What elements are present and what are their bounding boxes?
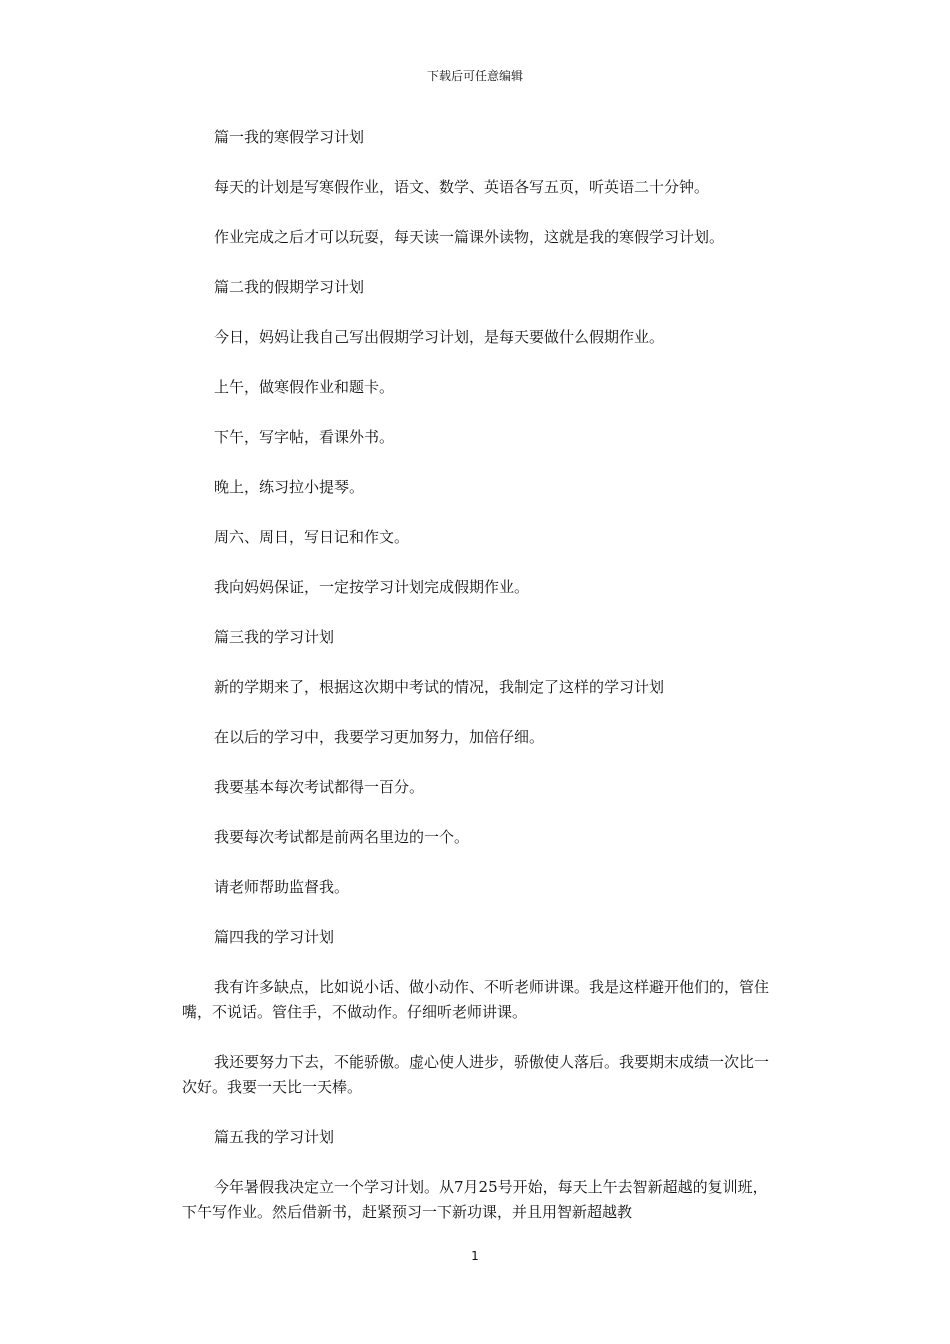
- page-header: 下载后可任意编辑: [426, 69, 523, 83]
- paragraph: 上午，做寒假作业和题卡。: [214, 378, 395, 396]
- paragraph: 今日，妈妈让我自己写出假期学习计划，是每天要做什么假期作业。: [214, 328, 665, 346]
- paragraph: 在以后的学习中，我要学习更加努力，加倍仔细。: [214, 728, 545, 746]
- paragraph: 下午，写字帖，看课外书。: [214, 428, 395, 446]
- paragraph: 我有许多缺点，比如说小话、做小动作、不听老师讲课。我是这样避开他们的，管住嘴，不说话。管住手，不做动作。仔细听老师讲课。: [182, 978, 770, 1021]
- section-heading-4: 篇四我的学习计划: [214, 928, 335, 946]
- paragraph: 请老师帮助监督我。: [214, 878, 350, 896]
- page-number: 1: [471, 1249, 479, 1263]
- paragraph: 周六、周日，写日记和作文。: [214, 528, 410, 546]
- document-body: [182, 125, 774, 1250]
- paragraph: 今年暑假我决定立一个学习计划。从7月25号开始，每天上午去智新超越的复训班，下午写作业。然后借新书，赶紧预习一下新功课，并且用智新超越教: [182, 1178, 768, 1221]
- paragraph: 我向妈妈保证，一定按学习计划完成假期作业。: [214, 578, 530, 596]
- paragraph: 新的学期来了，根据这次期中考试的情况，我制定了这样的学习计划: [214, 678, 665, 696]
- section-heading-3: 篇三我的学习计划: [214, 628, 335, 646]
- section-heading-1: 篇一我的寒假学习计划: [214, 128, 365, 146]
- paragraph: 我要基本每次考试都得一百分。: [214, 778, 425, 796]
- section-heading-2: 篇二我的假期学习计划: [214, 278, 365, 296]
- paragraph: 我要每次考试都是前两名里边的一个。: [214, 828, 470, 846]
- paragraph: 我还要努力下去，不能骄傲。虚心使人进步，骄傲使人落后。我要期末成绩一次比一次好。我要一天比一天棒。: [182, 1053, 770, 1096]
- paragraph: 作业完成之后才可以玩耍，每天读一篇课外读物，这就是我的寒假学习计划。: [214, 228, 725, 246]
- paragraph: 晚上，练习拉小提琴。: [214, 478, 365, 496]
- paragraph: 每天的计划是写寒假作业，语文、数学、英语各写五页，听英语二十分钟。: [214, 178, 710, 196]
- section-heading-5: 篇五我的学习计划: [214, 1128, 335, 1146]
